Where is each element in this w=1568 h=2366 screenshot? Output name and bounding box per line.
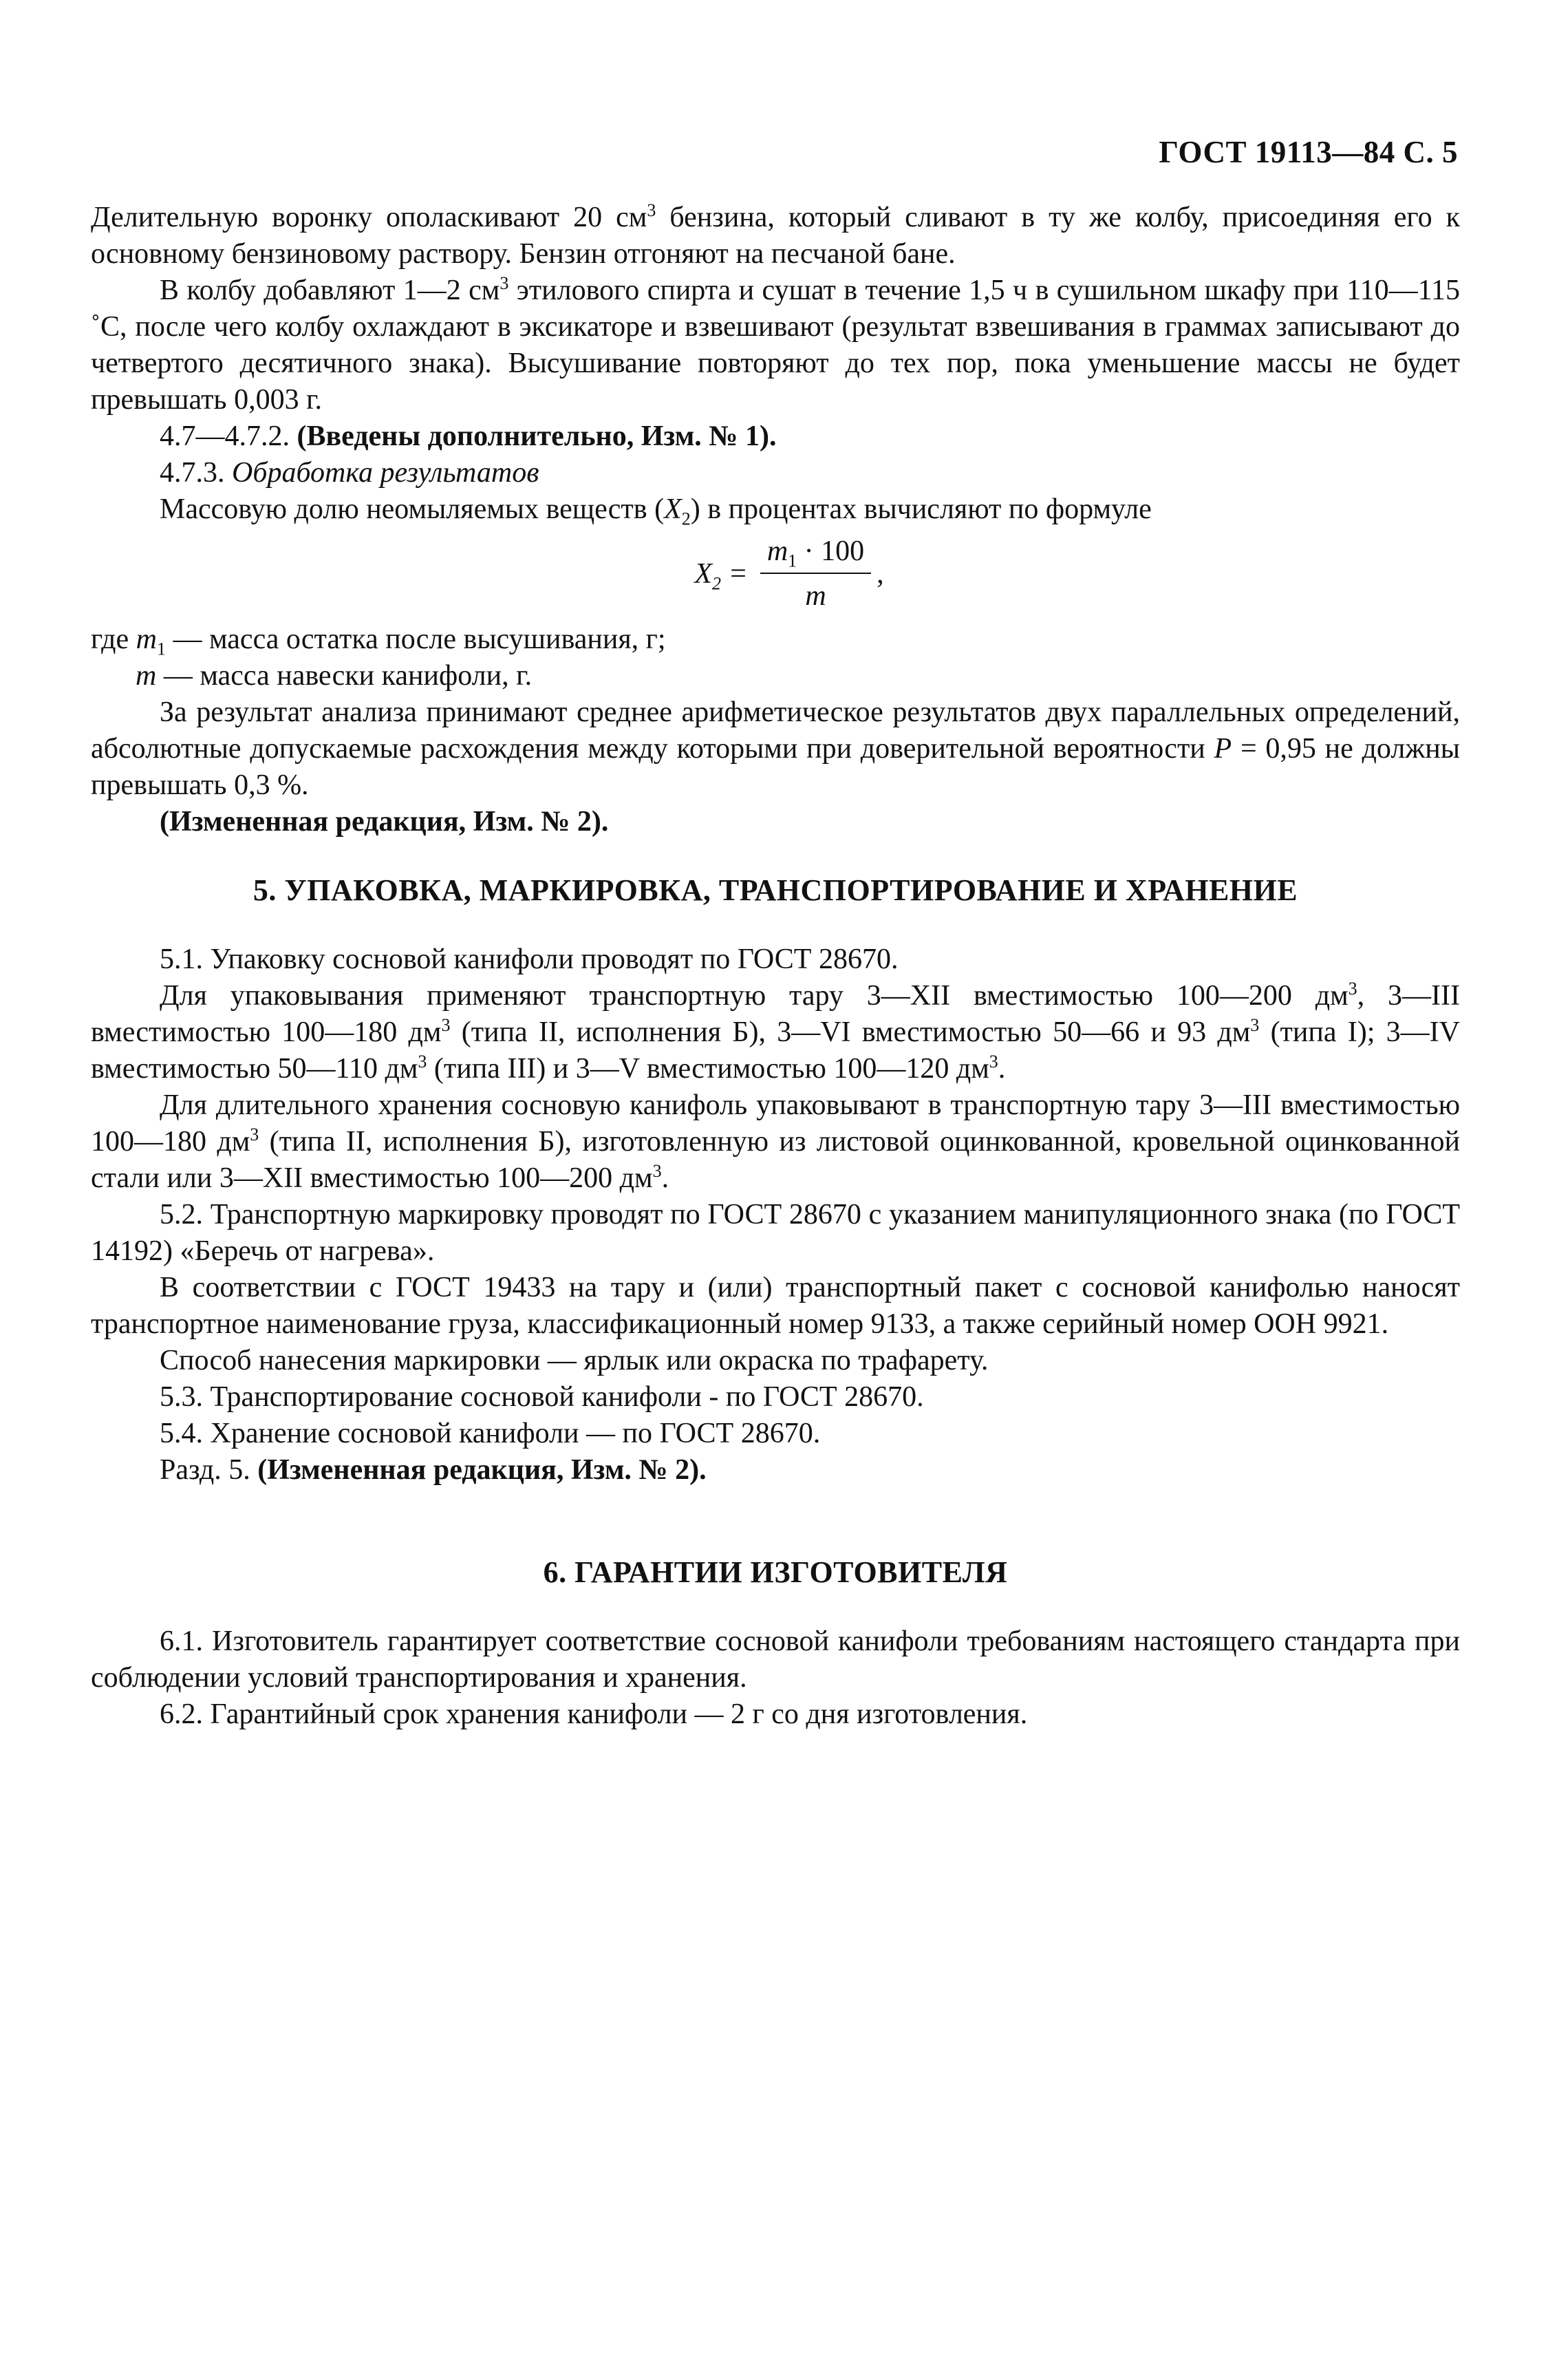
paragraph-5-2-marking: В соответствии с ГОСТ 19433 на тару и (или) транспортный пакет с сосновой канифолью наносят транспортное наименование груза, классификационный номер 9133, а также серийный номер ООН 9921. <box>91 1272 1460 1340</box>
paragraph-formula-intro: Массовую долю неомыляемых веществ $(X_2)$ в процентах вычисляют по формуле <box>160 493 1152 529</box>
paragraph-5-2-method: Способ нанесения маркировки — ярлык или окраска по трафарету. <box>160 1345 989 1376</box>
where-m: m — масса навески канифоли, г. <box>136 660 533 692</box>
paragraph-5-2: 5.2. Транспортную маркировку проводят по ГОСТ 28670 с указанием манипуляционного знака (по ГОСТ 14192) «Беречь от нагрева». <box>91 1199 1460 1267</box>
where-m1: где $m_1$ — масса остатка после высушивания, г; <box>91 624 666 659</box>
amendment-note-section-5: Разд. 5. (Измененная редакция, Изм. № 2). <box>160 1454 707 1486</box>
section-5-title: 5. УПАКОВКА, МАРКИРОВКА, ТРАНСПОРТИРОВАНИЕ И ХРАНЕНИЕ <box>253 873 1298 907</box>
paragraph-4-7-3: 4.7.3. Обработка результатов <box>160 457 539 489</box>
paragraph-5-1-containers: Для упаковывания применяют транспортную тару 3—XII вместимостью 100—200 $дм^3$, 3—III вместимостью 100—180 $дм^3$ (типа II, исполнения Б), 3—VI вместимостью 50—66 и 93 $дм^3$ (типа I); 3—IV вместимостью 50—110 $дм^3$ (типа III) и 3—V вместимостью 100—120 $дм^3$. <box>91 979 1460 1085</box>
paragraph-rinse: Делительную воронку ополаскивают 20 $см^3$ бензина, который сливают в ту же колбу, присоединяя его к основному бензиновому раствору. Бензин отгоняют на песчаной бане. <box>91 200 1460 270</box>
paragraph-5-1-storage: Для длительного хранения сосновую канифоль упаковывают в транспортную тару 3—III вместимостью 100—180 $дм^3$ (типа II, исполнения Б), изготовленную из листовой оцинкованной, кровельной оцинкованной стали или 3—XII вместимостью 100—200 $дм^3$. <box>91 1089 1460 1194</box>
paragraph-result: За результат анализа принимают среднее арифметическое результатов двух параллельных определений, абсолютные допускаемые расхождения между которыми при доверительной вероятности P = 0,95 не должны превышать 0,3 %. <box>91 696 1460 801</box>
page-header: ГОСТ 19113—84 С. 5 <box>1159 135 1458 169</box>
amendment-note-2a: (Измененная редакция, Изм. № 2). <box>160 806 609 838</box>
formula-x2: $X_2$ = $\frac{m_1 \cdot 100}{m}$ , <box>91 533 1460 615</box>
paragraph-drying: В колбу добавляют 1—2 $см^3$ этилового спирта и сушат в течение 1,5 ч в сушильном шкафу при 110—115 ˚С, после чего колбу охлаждают в эксикаторе и взвешивают (результат взвешивания в граммах записывают до четвертого десятичного знака). Высушивание повторяют до тех пор, пока уменьшение массы не будет превышать 0,003 г. <box>91 273 1461 416</box>
paragraph-5-4: 5.4. Хранение сосновой канифоли — по ГОСТ 28670. <box>160 1418 821 1449</box>
paragraph-5-3: 5.3. Транспортирование сосновой канифоли - по ГОСТ 28670. <box>160 1381 924 1413</box>
paragraph-6-1: 6.1. Изготовитель гарантирует соответствие сосновой канифоли требованиям настоящего стандарта при соблюдении условий транспортирования и хранения. <box>91 1626 1460 1694</box>
formula-fraction: $\frac{m_1 \cdot 100}{m}$ <box>760 533 871 615</box>
paragraph-5-1: 5.1. Упаковку сосновой канифоли проводят по ГОСТ 28670. <box>160 944 899 975</box>
section-6-title: 6. ГАРАНТИИ ИЗГОТОВИТЕЛЯ <box>543 1555 1008 1589</box>
paragraph-6-2: 6.2. Гарантийный срок хранения канифоли — 2 г со дня изготовления. <box>160 1698 1028 1730</box>
paragraph-4-7-2: 4.7—4.7.2. (Введены дополнительно, Изм. № 1). <box>160 420 777 452</box>
document-body <box>91 200 1460 1733</box>
